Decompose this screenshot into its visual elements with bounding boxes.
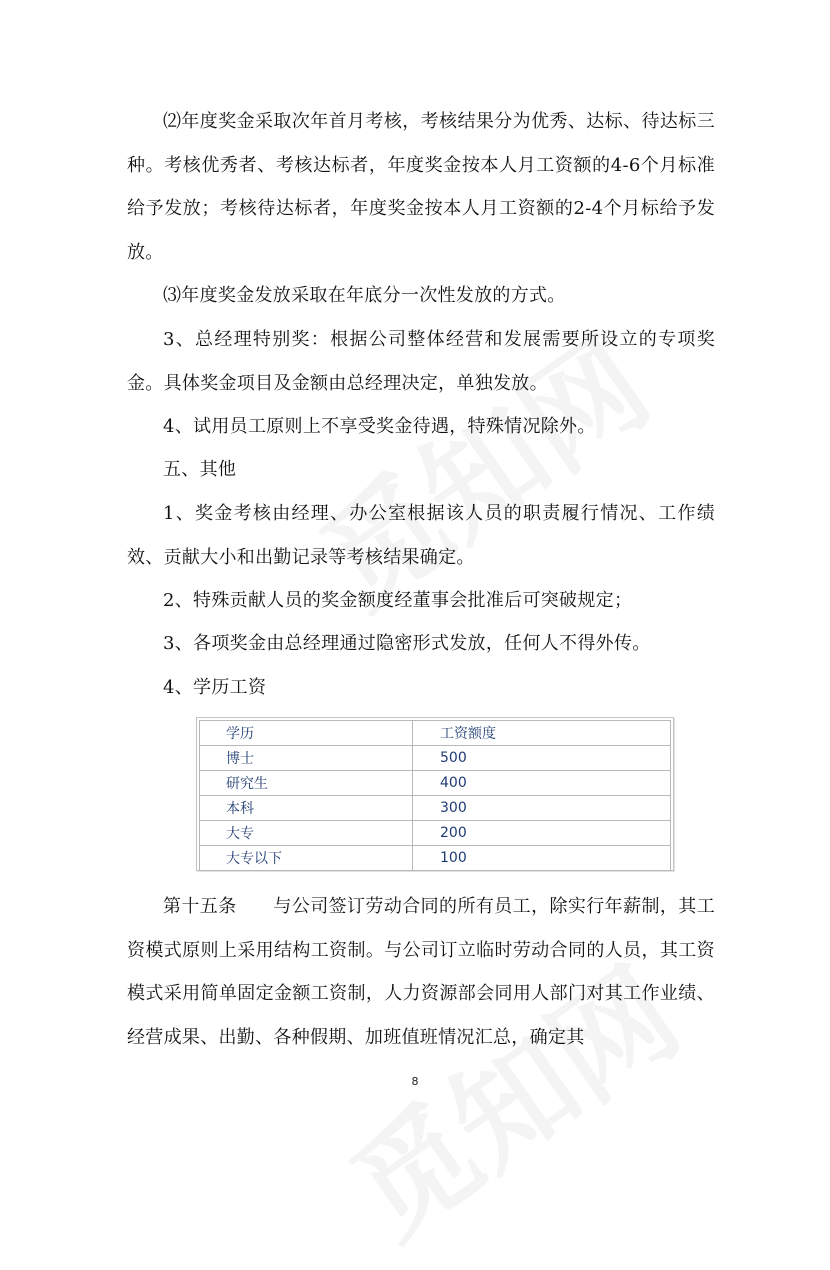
paragraph-bonus-assessment-basis: 1、奖金考核由经理、办公室根据该人员的职责履行情况、工作绩效、贡献大小和出勤记录等考核结果确定。 [127,503,715,568]
table-header-cell: 工资额度 [413,721,671,746]
paragraph-annual-bonus-payment: ⑶年度奖金发放采取在年底分一次性发放的方式。 [163,285,566,306]
education-wage-table [196,717,674,871]
table-cell: 300 [413,796,671,821]
paragraph-special-contribution: 2、特殊贡献人员的奖金额度经董事会批准后可突破规定； [163,590,633,611]
paragraph-annual-bonus-assessment: ⑵年度奖金采取次年首月考核，考核结果分为优秀、达标、待达标三种。考核优秀者、考核达标者，年度奖金按本人月工资额的4-6个月标准给予发放；考核待达标者，年度奖金按本人月工资额的2-4个月标给予发放。 [127,111,715,263]
table-cell: 100 [413,846,671,871]
paragraph-probation-bonus: 4、试用员工原则上不享受奖金待遇，特殊情况除外。 [163,416,596,437]
page-number: 8 [411,1075,419,1088]
table-header-row [200,721,671,746]
table-row [200,821,671,846]
table-cell: 大专以下 [200,846,413,871]
paragraph-article-15: 第十五条 与公司签订劳动合同的所有员工，除实行年薪制，其工资模式原则上采用结构工资制。与公司订立临时劳动合同的人员，其工资模式采用简单固定金额工资制，人力资源部会同用人部门对其工作业绩、经营成果、出勤、各种假期、加班值班情况汇总，确定其 [127,896,715,1048]
table-cell: 500 [413,746,671,771]
paragraph-education-wage: 4、学历工资 [163,677,267,698]
table-row [200,771,671,796]
table-cell: 研究生 [200,771,413,796]
paragraph-confidential-payment: 3、各项奖金由总经理通过隐密形式发放，任何人不得外传。 [163,633,651,654]
paragraph-gm-special-award: 3、总经理特别奖：根据公司整体经营和发展需要所设立的专项奖金。具体奖金项目及金额由总经理决定，单独发放。 [127,329,715,394]
table-row [200,746,671,771]
table-row [200,796,671,821]
table-header-cell: 学历 [200,721,413,746]
table-row [200,846,671,871]
table-cell: 大专 [200,821,413,846]
section-heading-other: 五、其他 [163,459,237,480]
table-cell: 200 [413,821,671,846]
table-cell: 本科 [200,796,413,821]
table-cell: 博士 [200,746,413,771]
table-cell: 400 [413,771,671,796]
